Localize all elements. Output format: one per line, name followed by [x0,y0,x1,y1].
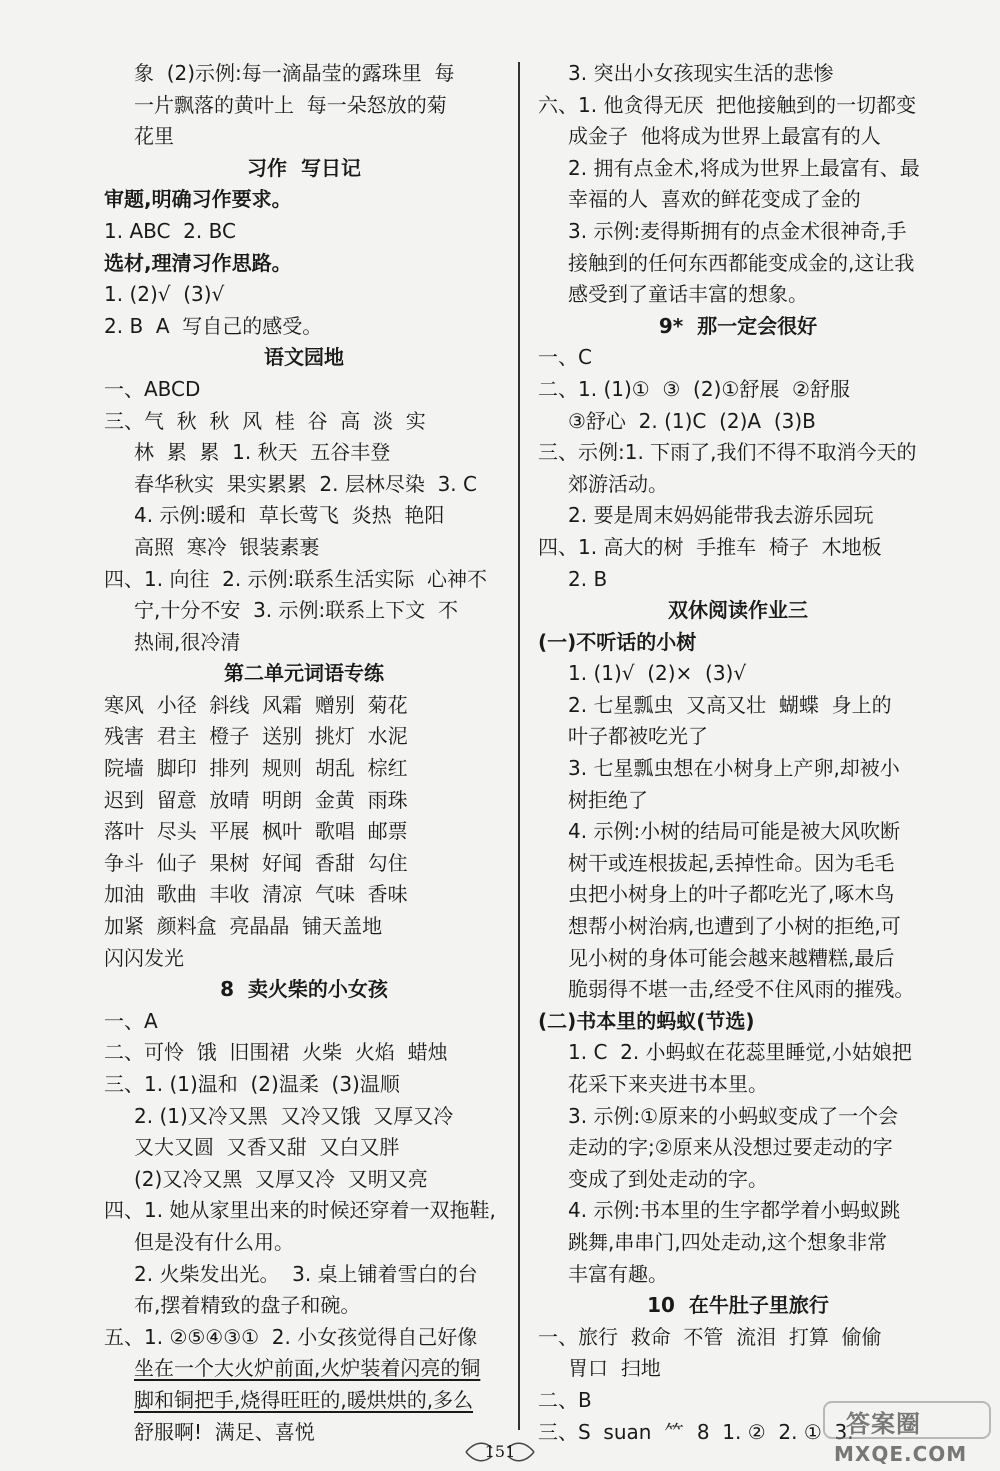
watermark-text: 答案圈 [846,1410,921,1438]
answer-line: 一、C [538,345,592,370]
answer-line: 双休阅读作业三 [668,598,808,623]
answer-line: 林 累 累 1. 秋天 五谷丰登 [134,440,391,465]
left-column [104,58,504,1448]
answer-line: 跳舞,串串门,四处走动,这个想象非常 [568,1229,888,1254]
answer-line: (2)又冷又黑 又厚又冷 又明又亮 [134,1166,428,1191]
answer-line: 变成了到处走动的字。 [568,1166,768,1191]
answer-line: 4. 示例:小树的结局可能是被大风吹断 [568,819,901,844]
answer-line: 坐在一个大火炉前面,火炉装着闪亮的铜 [134,1356,481,1381]
answer-line: 树干或连根拔起,丢掉性命。因为毛毛 [568,850,895,875]
answer-line: 脆弱得不堪一击,经受不住风雨的摧残。 [568,977,915,1002]
answer-line: 2. 七星瓢虫 又高又壮 蝴蝶 身上的 [568,692,892,717]
answer-line: 树拒绝了 [568,787,648,812]
answer-line: 10 在牛肚子里旅行 [647,1293,829,1318]
answer-line: 落叶 尽头 平展 枫叶 歌唱 邮票 [104,819,408,844]
answer-line: 但是没有什么用。 [134,1229,294,1254]
answer-line: 三、S suan ⺮ 8 1. ② 2. ① 3. [538,1419,854,1444]
answer-line: 胃口 扫地 [568,1356,661,1381]
answer-line: 虫把小树身上的叶子都吃光了,啄木鸟 [568,882,895,907]
answer-line: 迟到 留意 放晴 明朗 金黄 雨珠 [104,787,408,812]
answer-line: 舒服啊! 满足、喜悦 [134,1419,315,1444]
answer-line: 郊游活动。 [568,471,668,496]
answer-line: 热闹,很冷清 [134,629,241,654]
right-column [538,58,938,1448]
answer-line: 9* 那一定会很好 [658,313,818,338]
column-divider [518,62,520,1430]
answer-line: 争斗 仙子 果树 好闻 香甜 勾住 [104,850,408,875]
answer-line: 残害 君主 橙子 送别 挑灯 水泥 [104,724,408,749]
answer-line: 二、1. (1)① ③ (2)①舒展 ②舒服 [538,376,850,401]
answer-line: ③舒心 2. (1)C (2)A (3)B [568,408,816,433]
answer-line: 语文园地 [264,345,344,370]
answer-line: 四、1. 高大的树 手推车 椅子 木地板 [538,534,882,559]
answer-line: 高照 寒冷 银装素裹 [134,534,320,559]
answer-line: 2. 火柴发出光。 3. 桌上铺着雪白的台 [134,1261,478,1286]
answer-line: 春华秋实 果实累累 2. 层林尽染 3. C [134,471,477,496]
answer-line: 4. 示例:书本里的生字都学着小蚂蚁跳 [568,1198,901,1223]
answer-line: 选材,理清习作思路。 [104,250,292,275]
answer-line: 二、可怜 饿 旧围裙 火柴 火焰 蜡烛 [104,1040,448,1065]
answer-line: 三、1. (1)温和 (2)温柔 (3)温顺 [104,1072,400,1096]
answer-line: 4. 示例:暖和 草长莺飞 炎热 艳阳 [134,503,445,528]
answer-line: 布,摆着精致的盘子和碗。 [134,1293,361,1318]
answer-line: 幸福的人 喜欢的鲜花变成了金的 [568,187,861,212]
answer-line: 见小树的身体可能会越来越糟糕,最后 [568,945,895,970]
page-number: 151 [484,1442,516,1461]
answer-line: (二)书本里的蚂蚁(节选) [538,1008,755,1033]
answer-line: 四、1. 向往 2. 示例:联系生活实际 心神不 [104,566,488,591]
answer-line: 成金子 他将成为世界上最富有的人 [568,124,881,149]
answer-line: 四、1. 她从家里出来的时候还穿着一双拖鞋, [104,1198,496,1223]
answer-line: 一、旅行 救命 不管 流泪 打算 偷偷 [538,1324,882,1349]
answer-line: 3. 七星瓢虫想在小树身上产卵,却被小 [568,756,900,781]
answer-line: 想帮小树治病,也遭到了小树的拒绝,可 [568,914,901,939]
answer-line: 脚和铜把手,烧得旺旺的,暖烘烘的,多么 [134,1387,474,1412]
answer-line: 3. 示例:①原来的小蚂蚁变成了一个会 [568,1103,899,1128]
answer-line: 加油 歌曲 丰收 清凉 气味 香味 [104,882,408,907]
answer-line: 2. B [568,566,608,591]
answer-line: 一片飘落的黄叶上 每一朵怒放的菊 [134,92,447,117]
answer-line: 加紧 颜料盒 亮晶晶 铺天盖地 [104,914,383,939]
answer-line: 三、示例:1. 下雨了,我们不得不取消今天的 [538,440,917,465]
answer-line: 8 卖火柴的小女孩 [220,977,388,1002]
answer-line: 2. 拥有点金术,将成为世界上最富有、最 [568,155,920,180]
answer-line: 2. B A 写自己的感受。 [104,313,323,338]
answer-line: 叶子都被吃光了 [568,724,708,749]
answer-line: 1. (1)√ (2)× (3)√ [568,661,747,686]
answer-line: 二、B [538,1387,592,1412]
answer-line: 六、1. 他贪得无厌 把他接触到的一切都变 [538,92,917,117]
answer-line: 习作 写日记 [247,155,361,180]
answer-line: 2. 要是周末妈妈能带我去游乐园玩 [568,503,874,528]
answer-line: 五、1. ②⑤④③① 2. 小女孩觉得自己好像 [104,1324,478,1349]
answer-line: 感受到了童话丰富的想象。 [568,282,808,307]
answer-line: 3. 示例:麦得斯拥有的点金术很神奇,手 [568,218,907,243]
answer-line: 一、A [104,1008,158,1033]
answer-line: 3. 突出小女孩现实生活的悲惨 [568,61,834,85]
answer-line: 丰富有趣。 [568,1261,668,1286]
answer-line: 1. ABC 2. BC [104,218,236,243]
answer-line: 院墙 脚印 排列 规则 胡乱 棕红 [104,756,408,781]
answer-line: 象 (2)示例:每一滴晶莹的露珠里 每 [134,61,455,85]
answer-line: 寒风 小径 斜线 风霜 赠别 菊花 [104,692,408,717]
answer-line: 审题,明确习作要求。 [104,187,292,212]
answer-line: 1. C 2. 小蚂蚁在花蕊里睡觉,小姑娘把 [568,1040,912,1065]
answer-line: 三、气 秋 秋 风 桂 谷 高 淡 实 [104,408,426,433]
watermark-url: MXQE.COM [834,1442,968,1466]
answer-line: 走动的字;②原来从没想过要走动的字 [568,1135,893,1160]
answer-line: 花采下来夹进书本里。 [568,1072,768,1096]
answer-line: 第二单元词语专练 [224,661,384,686]
answer-line: 2. (1)又冷又黑 又冷又饿 又厚又冷 [134,1103,454,1128]
answer-line: 1. (2)√ (3)√ [104,282,225,307]
answer-line: 一、ABCD [104,376,201,401]
answer-line: 接触到的任何东西都能变成金的,这让我 [568,250,915,275]
answer-line: 宁,十分不安 3. 示例:联系上下文 不 [134,598,458,623]
answer-line: 又大又圆 又香又甜 又白又胖 [134,1135,400,1160]
answer-line: 闪闪发光 [104,945,184,970]
answer-line: 花里 [134,124,174,149]
answer-line: (一)不听话的小树 [538,629,697,654]
